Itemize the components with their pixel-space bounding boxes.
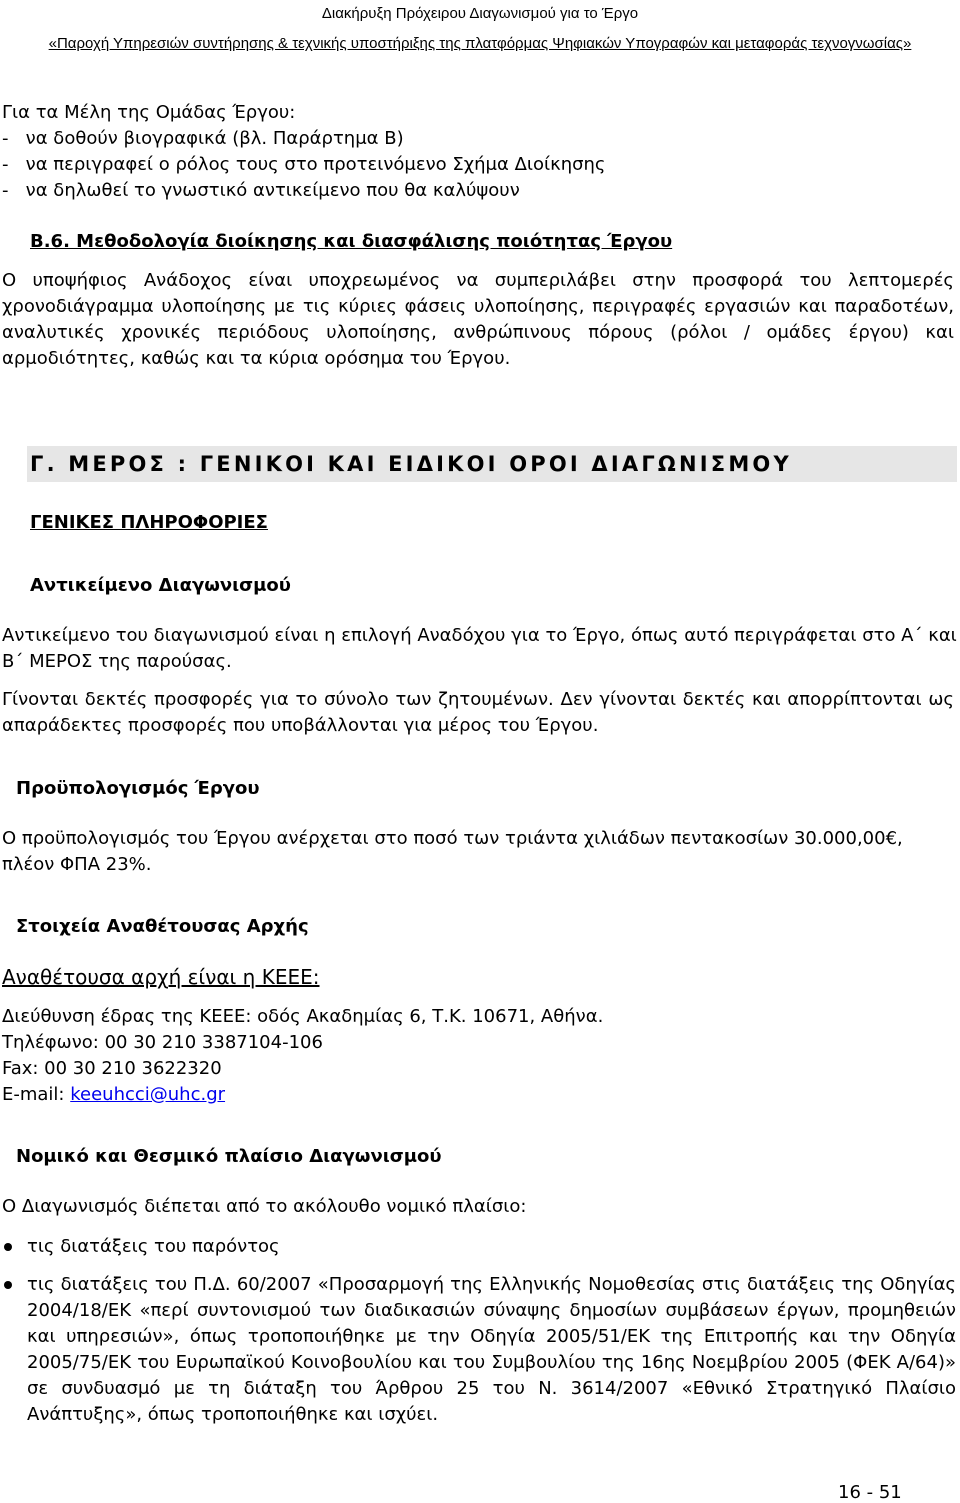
legal-bullet-text: τις διατάξεις του παρόντος [27, 1236, 280, 1257]
authority-subheading: Αναθέτουσα αρχή είναι η ΚΕΕΕ: [2, 965, 320, 989]
legal-heading: Νομικό και Θεσμικό πλαίσιο Διαγωνισμού [16, 1146, 442, 1167]
subject-paragraph-2: Γίνονται δεκτές προσφορές για το σύνολο των ζητουμένων. Δεν γίνονται δεκτές και απορρίπτονται ως απαράδεκτες προσφορές που υποβάλλονται για μέρος του Έργου. [2, 689, 954, 736]
team-intro: Για τα Μέλη της Ομάδας Έργου: [2, 102, 296, 123]
subject-heading: Αντικείμενο Διαγωνισμού [30, 575, 291, 596]
subject-paragraph-1: Αντικείμενο του διαγωνισμού είναι η επιλογή Αναδόχου για το Έργο, όπως αυτό περιγράφεται στο Α΄ και Β΄ ΜΕΡΟΣ της παρούσας. [2, 625, 957, 672]
bullet-icon [4, 1281, 12, 1289]
legal-intro: Ο Διαγωνισμός διέπεται από το ακόλουθο νομικό πλαίσιο: [2, 1196, 527, 1217]
header-project-title: «Παροχή Υπηρεσιών συντήρησης & τεχνικής υποστήριξης της πλατφόρμας Ψηφιακών Υπογραφών και μεταφοράς τεχνογνωσίας» [48, 35, 912, 52]
budget-paragraph: Ο προϋπολογισμός του Έργου ανέρχεται στο ποσό των τριάντα χιλιάδων πεντακοσίων 30.000,00€, πλέον ΦΠΑ 23%. [2, 828, 903, 875]
bullet-icon [4, 1243, 12, 1251]
page-number: 16 - 51 [838, 1482, 902, 1503]
email-link[interactable]: keeuhcci@uhc.gr [70, 1084, 226, 1105]
authority-email-line [2, 1082, 952, 1108]
authority-heading: Στοιχεία Αναθέτουσας Αρχής [16, 916, 309, 937]
b6-paragraph: Ο υποψήφιος Ανάδοχος είναι υποχρεωμένος να συμπεριλάβει στην προσφορά του λεπτομερές χρονοδιάγραμμα υλοποίησης με τις κύριες φάσεις υλοποίησης, περιγραφές εργασιών και παραδοτέων, αναλυτικές χρονικές περιόδους υλοποίησης, ανθρώπινους πόρους (ρόλοι / ομάδες έργου) και αρμοδιότητες, καθώς και τα κύρια ορόσημα του Έργου. [2, 270, 954, 369]
legal-bullet-text: τις διατάξεις του Π.Δ. 60/2007 «Προσαρμογή της Ελληνικής Νομοθεσίας στις διατάξεις της Οδηγίας 2004/18/ΕΚ «περί συντονισμού των διαδικασιών σύναψης δημοσίων συμβάσεων έργων, προμηθειών και υπηρεσιών», όπως τροποποιήθηκε με την Οδηγία 2005/51/ΕΚ της Επιτροπής και την Οδηγία 2005/75/ΕΚ του Ευρωπαϊκού Κοινοβουλίου και του Συμβουλίου της 16ης Νοεμβρίου 2005 (ΦΕΚ Α/64)» σε συνδυασμό με τη διάταξη του Άρθρου 25 του Ν. 3614/2007 «Εθνικό Στρατηγικό Πλαίσιο Ανάπτυξης», όπως τροποποιήθηκε και ισχύει. [27, 1274, 956, 1425]
team-item: - να δοθούν βιογραφικά (βλ. Παράρτημα Β) [2, 128, 404, 149]
section-c-heading: Γ. ΜΕΡΟΣ : ΓΕΝΙΚΟΙ ΚΑΙ ΕΙΔΙΚΟΙ ΟΡΟΙ ΔΙΑΓΩΝΙΣΜΟΥ [27, 446, 957, 482]
authority-fax: Fax: 00 30 210 3622320 [2, 1058, 222, 1079]
team-section [2, 100, 952, 204]
team-item: - να περιγραφεί ο ρόλος τους στο προτεινόμενο Σχήμα Διοίκησης [2, 154, 606, 175]
email-label: E-mail: [2, 1084, 71, 1105]
b6-heading: Β.6. Μεθοδολογία διοίκησης και διασφάλισης ποιότητας Έργου [30, 231, 673, 252]
header-title: Διακήρυξη Πρόχειρου Διαγωνισμού για το Έργο [321, 5, 639, 22]
authority-phone: Τηλέφωνο: 00 30 210 3387104-106 [2, 1032, 323, 1053]
budget-heading: Προϋπολογισμός Έργου [16, 778, 260, 799]
team-item: - να δηλωθεί το γνωστικό αντικείμενο που θα καλύψουν [2, 180, 520, 201]
authority-details [2, 1004, 952, 1108]
general-info-heading: ΓΕΝΙΚΕΣ ΠΛΗΡΟΦΟΡΙΕΣ [30, 512, 268, 533]
authority-address: Διεύθυνση έδρας της ΚΕΕΕ: οδός Ακαδημίας 6, Τ.Κ. 10671, Αθήνα. [2, 1006, 604, 1027]
